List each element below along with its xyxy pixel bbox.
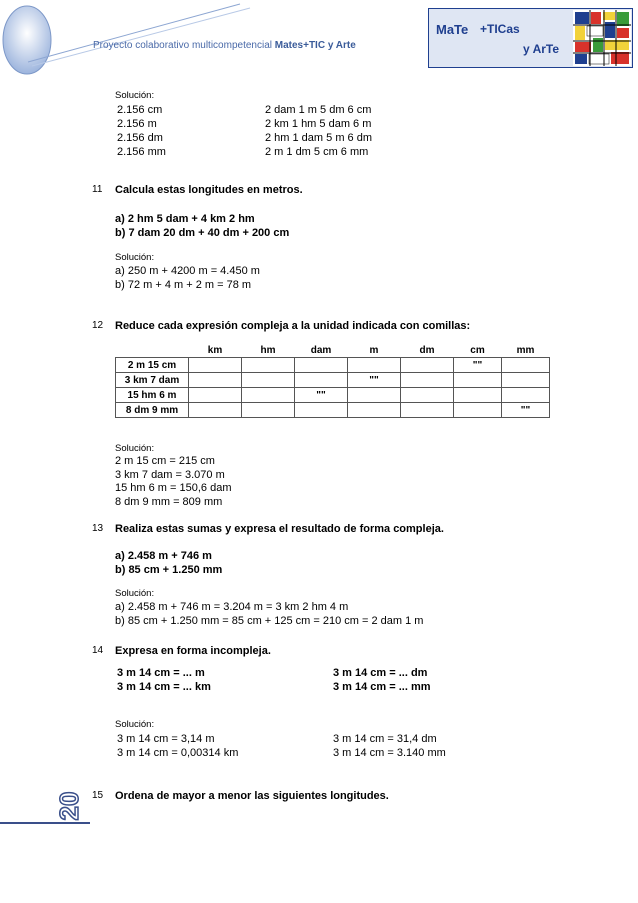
page-number-rule [0, 822, 90, 824]
table-cell: "" [454, 358, 502, 373]
table-cell: "" [348, 373, 401, 388]
ex12-solution: 3 km 7 dam = 3.070 m [115, 468, 225, 481]
project-title-bold: Mates+TIC y Arte [274, 40, 356, 51]
column-header: m [369, 344, 379, 356]
ex13-items [115, 549, 222, 577]
table-cell [189, 403, 242, 418]
table-cell [454, 388, 502, 403]
logo-mate: MaTe [436, 22, 469, 37]
table-cell [401, 403, 454, 418]
table-cell [502, 388, 550, 403]
ex14-number: 14 [92, 645, 104, 656]
row-label: 8 dm 9 mm [116, 403, 189, 418]
ex14-solutions-left [117, 732, 238, 760]
ex12-solutions [115, 455, 231, 509]
page-number-box [53, 775, 85, 821]
mondrian-grid-icon [573, 10, 631, 66]
ex10-left-item: 2.156 cm [117, 104, 163, 116]
table-cell [502, 373, 550, 388]
ex10-right-item: 2 hm 1 dam 5 m 6 dm [265, 132, 372, 144]
ex10-right-item: 2 km 1 hm 5 dam 6 m [265, 118, 372, 130]
ex10-right-item: 2 dam 1 m 5 dm 6 cm [265, 104, 372, 116]
ex13-item: a) 2.458 m + 746 m [115, 550, 212, 562]
ex10-solution-label: Solución: [115, 90, 155, 101]
ex11-items [115, 212, 289, 240]
ex11-item: a) 2 hm 5 dam + 4 km 2 hm [115, 213, 255, 225]
ex14-title: Expresa en forma incompleja. [115, 645, 271, 657]
ex14-solution: 3 m 14 cm = 0,00314 km [117, 747, 239, 759]
ex13-solution: b) 85 cm + 1.250 mm = 85 cm + 125 cm = 210 cm = 2 dam 1 m [115, 615, 424, 627]
ex13-solution-label: Solución: [115, 588, 155, 599]
ex14-items-left [117, 666, 211, 694]
logo-ticas: +TICas [480, 22, 520, 36]
ex13-solution: a) 2.458 m + 746 m = 3.204 m = 3 km 2 hm 4 m [115, 601, 349, 613]
ex14-item: 3 m 14 cm = ... dm [333, 667, 428, 679]
page-number: 20 [54, 791, 84, 821]
column-header: mm [516, 344, 535, 356]
ex10-left-item: 2.156 m [117, 118, 157, 130]
ex13-title: Realiza estas sumas y expresa el resultado de forma compleja. [115, 523, 444, 535]
logo-arte: y ArTe [523, 42, 560, 56]
row-label: 15 hm 6 m [116, 388, 189, 403]
project-title-prefix: Proyecto colaborativo multicompetencial [93, 40, 275, 51]
row-label: 2 m 15 cm [116, 358, 189, 373]
ex11-item: b) 7 dam 20 dm + 40 dm + 200 cm [115, 227, 290, 239]
table-cell [295, 403, 348, 418]
table-cell: "" [295, 388, 348, 403]
ex11-solution: b) 72 m + 4 m + 2 m = 78 m [115, 279, 252, 291]
ex11-number: 11 [92, 184, 103, 195]
table-cell [242, 388, 295, 403]
ex12-solution: 15 hm 6 m = 150,6 dam [115, 482, 232, 494]
ex12-number: 12 [92, 320, 104, 331]
column-header: hm [260, 344, 276, 356]
table-cell: "" [502, 403, 550, 418]
table-cell [454, 373, 502, 388]
table-row [116, 388, 550, 403]
ex11-title: Calcula estas longitudes en metros. [115, 184, 303, 196]
table-cell [242, 358, 295, 373]
ex14-solutions-right [333, 732, 446, 760]
ex14-solution-label: Solución: [115, 719, 155, 730]
table-row [116, 358, 550, 373]
ex14-item: 3 m 14 cm = ... mm [333, 681, 431, 693]
ex11-solutions [115, 264, 260, 292]
project-title [93, 40, 356, 51]
ex12-solution: 2 m 15 cm = 215 cm [115, 455, 215, 467]
ex11-solution: a) 250 m + 4200 m = 4.450 m [115, 265, 260, 277]
ex12-solution-label: Solución: [115, 443, 155, 454]
table-cell [401, 388, 454, 403]
table-cell [242, 373, 295, 388]
table-cell [401, 358, 454, 373]
column-header: km [207, 344, 223, 356]
ex14-items-right [333, 666, 431, 694]
conversion-table [115, 343, 550, 418]
table-header-row [116, 343, 550, 358]
ex13-item: b) 85 cm + 1.250 mm [115, 564, 223, 576]
table-cell [295, 373, 348, 388]
ex13-number: 13 [92, 523, 104, 534]
table-cell [295, 358, 348, 373]
ex14-item: 3 m 14 cm = ... m [117, 667, 205, 679]
ex12-solution: 8 dm 9 mm = 809 mm [115, 495, 223, 508]
table-cell [348, 388, 401, 403]
table-cell [348, 358, 401, 373]
table-cell [189, 388, 242, 403]
table-cell [189, 358, 242, 373]
ex11-solution-label: Solución: [115, 252, 155, 263]
ex14-item: 3 m 14 cm = ... km [117, 681, 211, 693]
table-cell [454, 403, 502, 418]
ex10-solution-left [117, 103, 166, 159]
table-row [116, 403, 550, 418]
table-cell [348, 403, 401, 418]
ex15-number: 15 [92, 790, 104, 801]
table-row [116, 373, 550, 388]
table-cell [401, 373, 454, 388]
ex13-solutions [115, 600, 423, 628]
table-cell [502, 358, 550, 373]
ex14-solution: 3 m 14 cm = 31,4 dm [333, 733, 437, 745]
ex10-left-item: 2.156 mm [117, 146, 166, 158]
column-header: dam [310, 344, 332, 356]
column-header: dm [419, 344, 435, 356]
column-header: cm [470, 344, 485, 356]
row-label: 3 km 7 dam [116, 373, 189, 388]
ex14-solution: 3 m 14 cm = 3,14 m [117, 733, 215, 745]
mate-ticas-arte-logo [428, 8, 633, 68]
ex14-solution: 3 m 14 cm = 3.140 mm [333, 747, 446, 759]
ex15-title: Ordena de mayor a menor las siguientes longitudes. [115, 790, 389, 802]
ex10-right-item: 2 m 1 dm 5 cm 6 mm [265, 146, 369, 158]
table-cell [242, 403, 295, 418]
ex12-title: Reduce cada expresión compleja a la unidad indicada con comillas: [115, 320, 471, 332]
ex10-left-item: 2.156 dm [117, 132, 163, 144]
table-cell [189, 373, 242, 388]
ex10-solution-right [265, 103, 372, 159]
